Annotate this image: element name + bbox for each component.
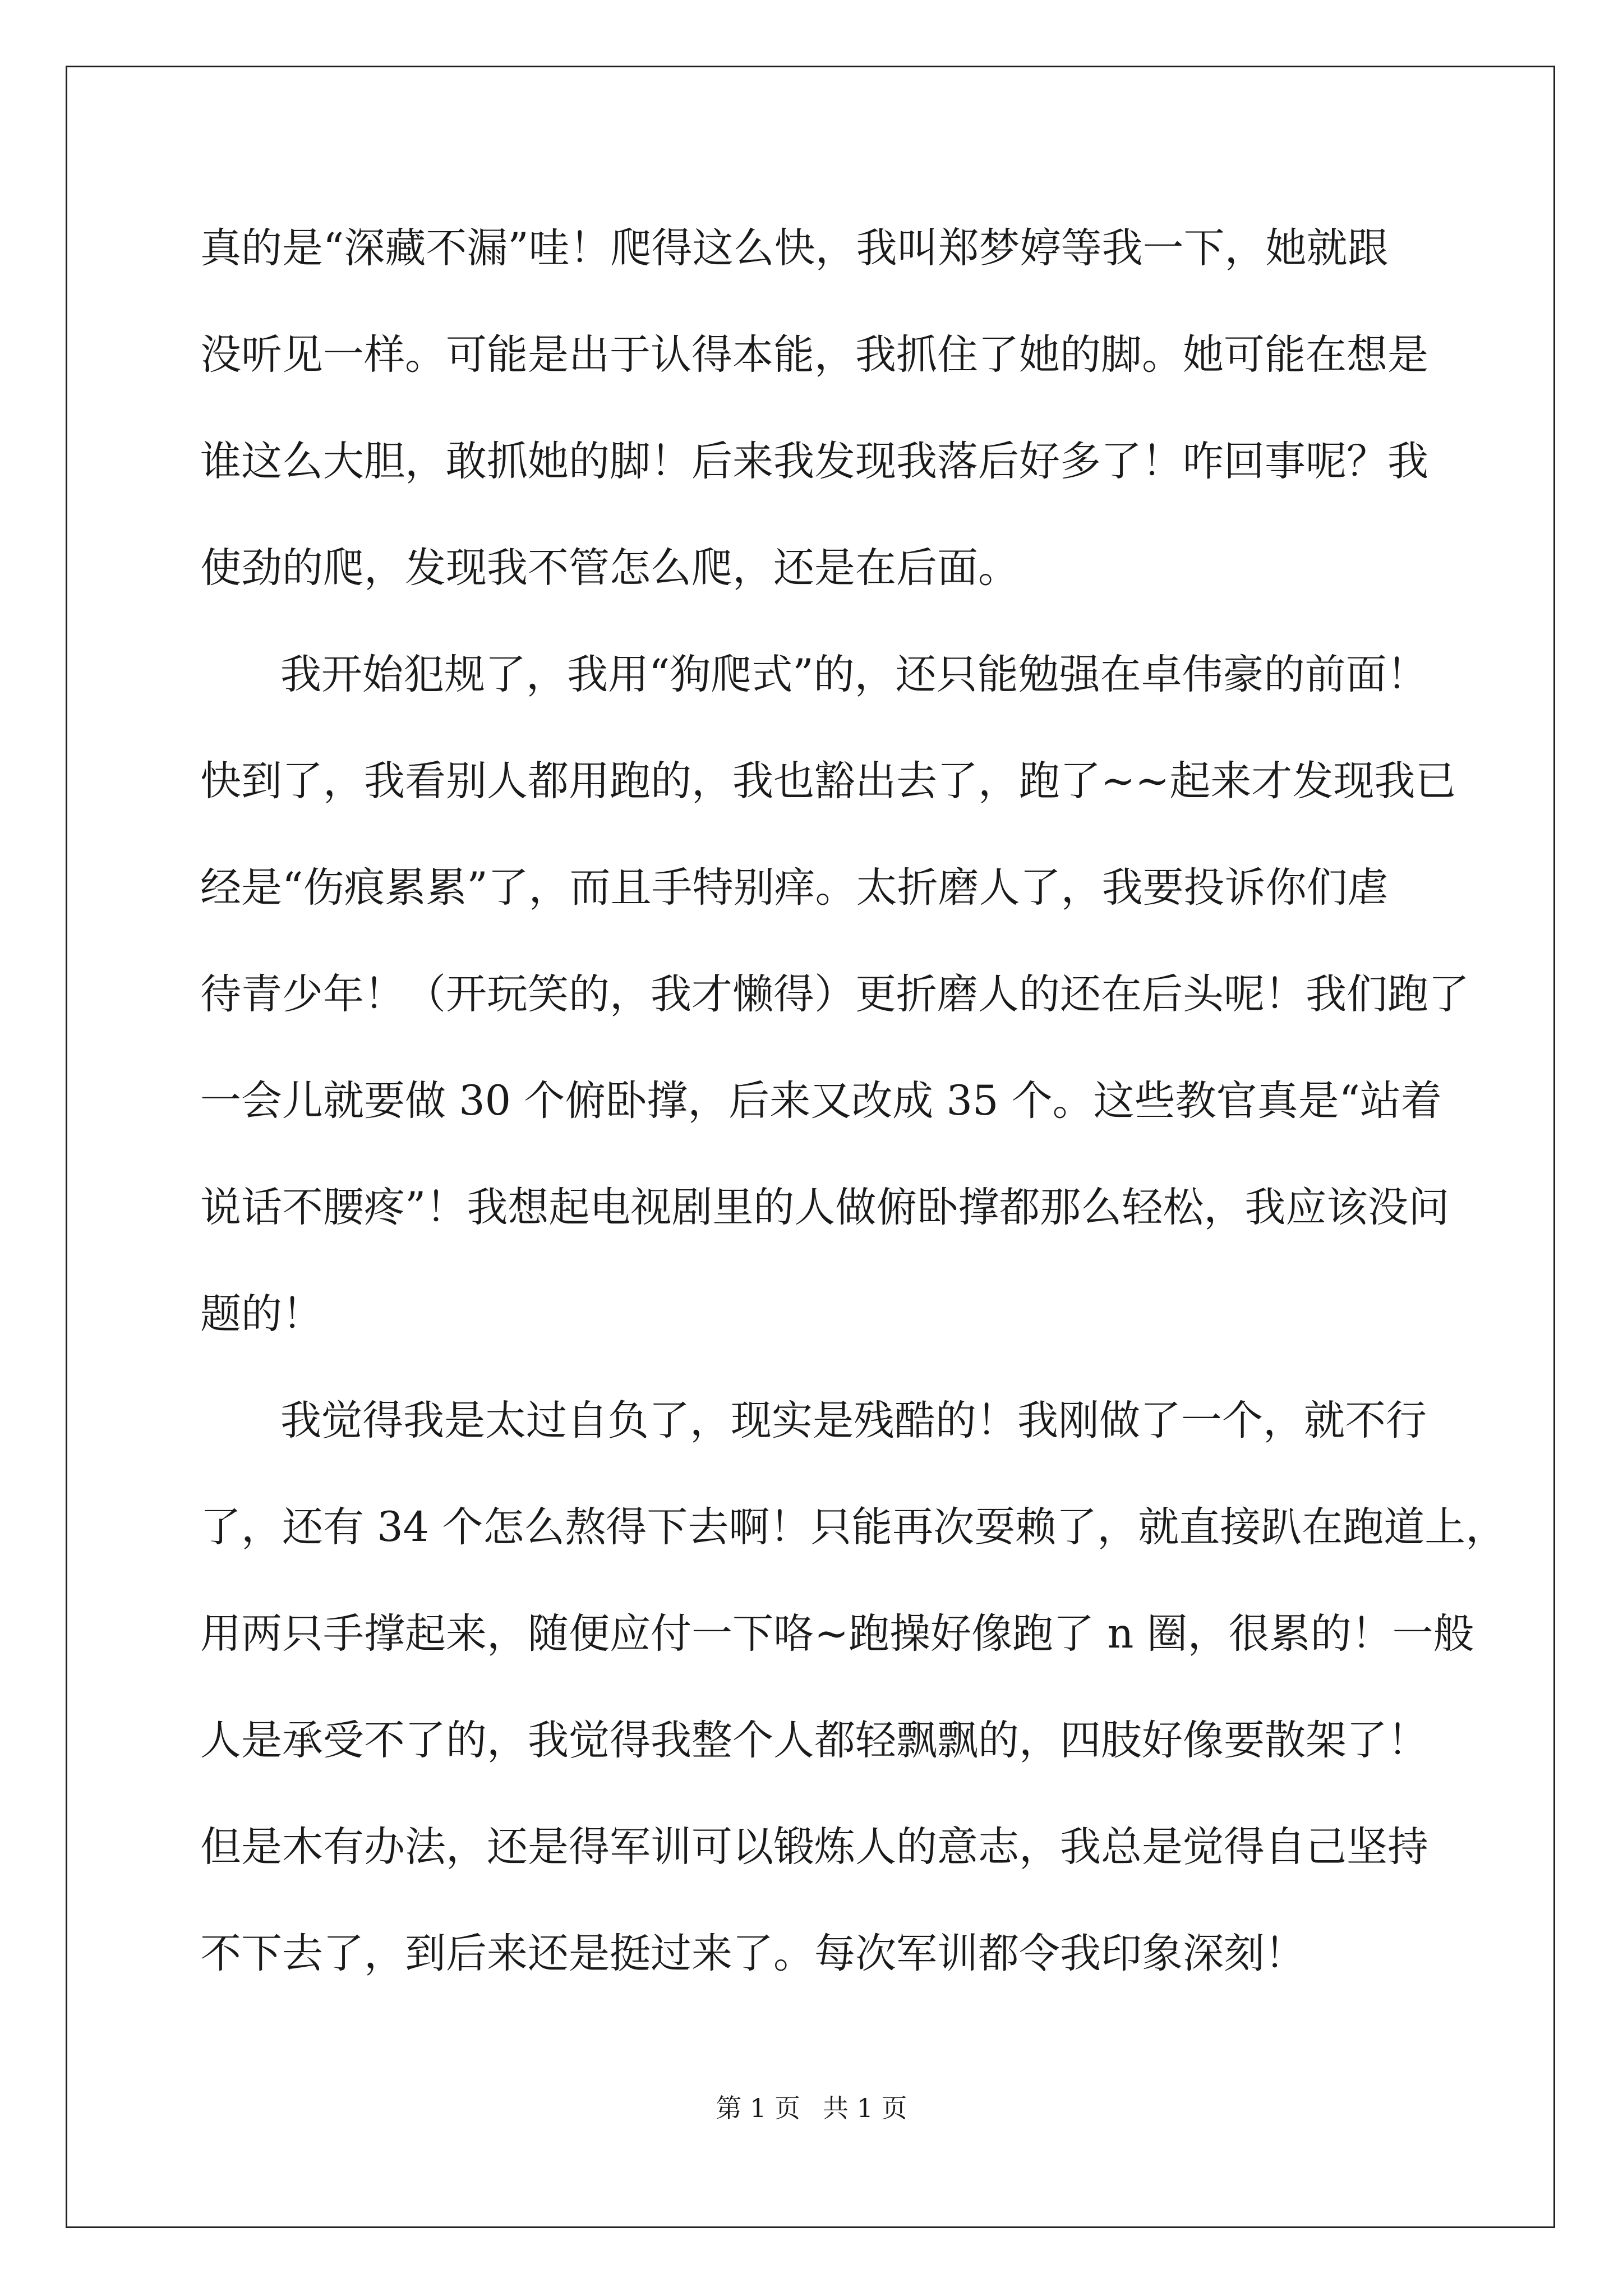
text-line-4: 使劲的爬，发现我不管怎么爬，还是在后面。 <box>200 544 1019 592</box>
text-line-9: 一会儿就要做 30 个俯卧撑，后来又改成 35 个。这些教官真是“站着 <box>200 1077 1442 1125</box>
page-number-total: 共 1 页 <box>823 2093 907 2123</box>
text-line-13: 了，还有 34 个怎么熬得下去啊！只能再次耍赖了，就直接趴在跑道上， <box>200 1503 1507 1551</box>
paragraph-3-start: 我觉得我是太过自负了，现实是残酷的！我刚做了一个，就不行 <box>280 1397 1427 1444</box>
page-number-current: 第 1 页 <box>716 2093 800 2123</box>
text-line-16: 但是木有办法，还是得军训可以锻炼人的意志，我总是觉得自己坚持 <box>200 1823 1428 1871</box>
paragraph-2-start: 我开始犯规了，我用“狗爬式”的，还只能勉强在卓伟豪的前面！ <box>280 651 1428 698</box>
text-line-1: 真的是“深藏不漏”哇！爬得这么快，我叫郑梦婷等我一下，她就跟 <box>200 224 1389 272</box>
text-line-15: 人是承受不了的，我觉得我整个人都轻飘飘的，四肢好像要散架了！ <box>200 1717 1428 1764</box>
page-footer <box>0 2091 1623 2125</box>
text-line-8: 待青少年！（开玩笑的，我才懒得）更折磨人的还在后头呢！我们跑了 <box>200 970 1469 1018</box>
text-line-17: 不下去了，到后来还是挺过来了。每次军训都令我印象深刻！ <box>200 1930 1306 1977</box>
page-frame <box>66 66 1555 2228</box>
text-line-11: 题的！ <box>200 1290 323 1338</box>
text-line-6: 快到了，我看别人都用跑的，我也豁出去了，跑了~~起来才发现我已 <box>200 757 1456 805</box>
text-line-14: 用两只手撑起来，随便应付一下咯~跑操好像跑了 n 圈，很累的！一般 <box>200 1610 1474 1658</box>
text-line-3: 谁这么大胆，敢抓她的脚！后来我发现我落后好多了！咋回事呢？我 <box>200 438 1428 485</box>
text-line-7: 经是“伤痕累累”了，而且手特别痒。太折磨人了，我要投诉你们虐 <box>200 864 1389 912</box>
text-line-10: 说话不腰疼”！我想起电视剧里的人做俯卧撑都那么轻松，我应该没问 <box>200 1184 1450 1231</box>
text-line-2: 没听见一样。可能是出于认得本能，我抓住了她的脚。她可能在想是 <box>200 331 1428 379</box>
